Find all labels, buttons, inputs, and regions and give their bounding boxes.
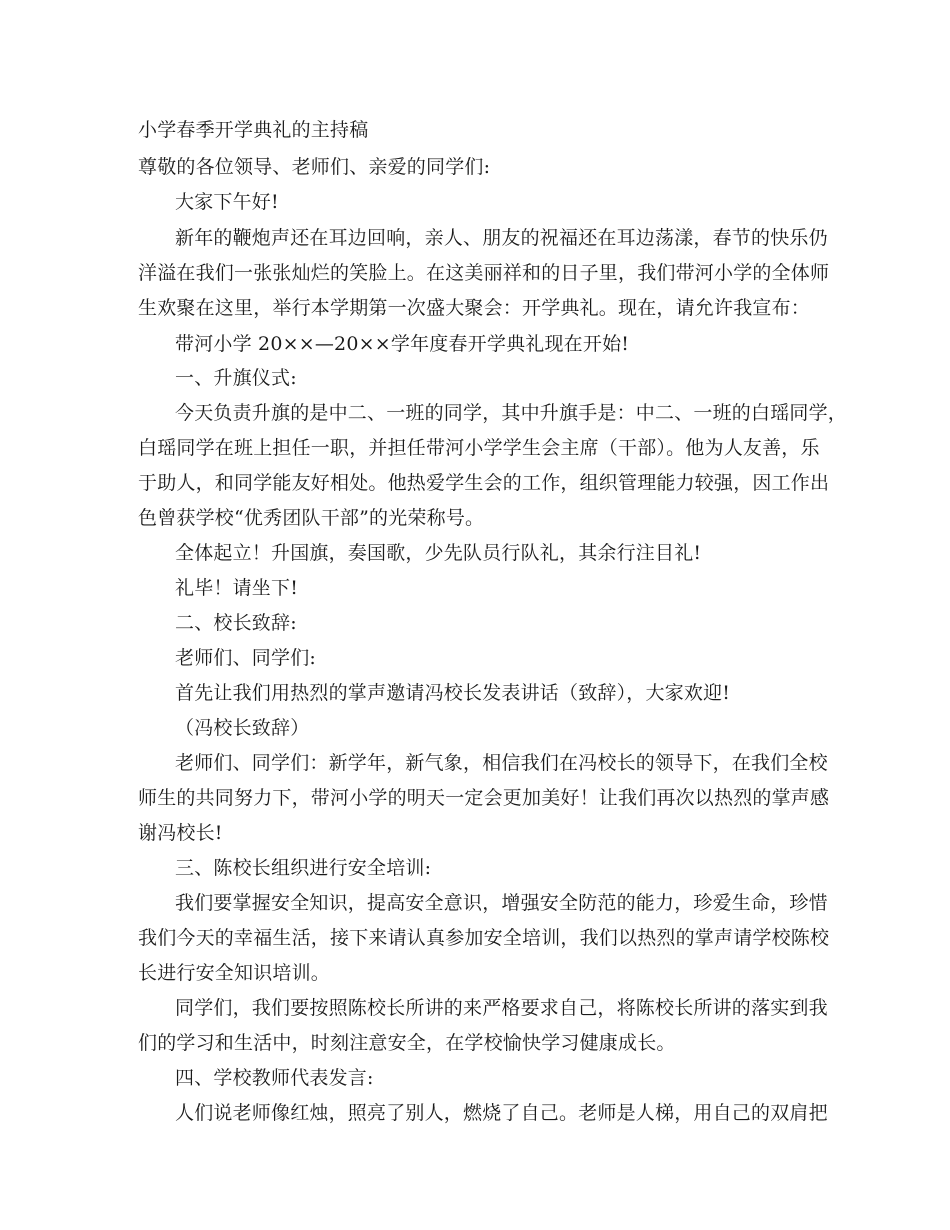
paragraph-line: 礼毕！请坐下! bbox=[175, 577, 299, 599]
paragraph-line: 老师们、同学们：新学年，新气象，相信我们在冯校长的领导下，在我们全校 bbox=[175, 752, 828, 774]
paragraph-line: 谢冯校长! bbox=[138, 822, 223, 844]
paragraph-line: 们的学习和生活中，时刻注意安全，在学校愉快学习健康成长。 bbox=[138, 1032, 676, 1054]
paragraph-line: 洋溢在我们一张张灿烂的笑脸上。在这美丽祥和的日子里，我们带河小学的全体师 bbox=[138, 262, 830, 284]
paragraph-line: 人们说老师像红烛，照亮了别人，燃烧了自己。老师是人梯，用自己的双肩把 bbox=[175, 1102, 828, 1124]
paragraph-line: 同学们，我们要按照陈校长所讲的来严格要求自己，将陈校长所讲的落实到我 bbox=[175, 997, 828, 1019]
paragraph-line: 白瑶同学在班上担任一职，并担任带河小学学生会主席（干部）。他为人友善，乐 bbox=[138, 437, 820, 459]
paragraph-line: 色曾获学校“优秀团队干部”的光荣称号。 bbox=[138, 507, 485, 529]
paragraph-line: 新年的鞭炮声还在耳边回响，亲人、朋友的祝福还在耳边荡漾，春节的快乐仍 bbox=[175, 227, 828, 249]
paragraph-line: （冯校长致辞） bbox=[175, 717, 310, 739]
paragraph-line: 带河小学 20××—20××学年度春开学典礼现在开始! bbox=[175, 333, 630, 355]
paragraph-line: 我们今天的幸福生活，接下来请认真参加安全培训，我们以热烈的掌声请学校陈校 bbox=[138, 927, 830, 949]
document-title: 小学春季开学典礼的主持稿 bbox=[138, 119, 369, 141]
paragraph-line: 我们要掌握安全知识，提高安全意识，增强安全防范的能力，珍爱生命，珍惜 bbox=[175, 892, 828, 914]
paragraph-line: 大家下午好! bbox=[175, 191, 279, 213]
section-heading: 一、升旗仪式: bbox=[175, 367, 297, 389]
paragraph-line: 全体起立！升国旗，奏国歌，少先队员行队礼，其余行注目礼! bbox=[175, 542, 702, 564]
paragraph-line: 首先让我们用热烈的掌声邀请冯校长发表讲话（致辞），大家欢迎! bbox=[175, 682, 731, 704]
section-heading: 三、陈校长组织进行安全培训: bbox=[175, 857, 432, 879]
paragraph-line: 今天负责升旗的是中二、一班的同学，其中升旗手是：中二、一班的白瑶同学， bbox=[175, 402, 848, 424]
salutation: 尊敬的各位领导、老师们、亲爱的同学们: bbox=[138, 156, 491, 178]
section-heading: 四、学校教师代表发言: bbox=[175, 1067, 374, 1089]
paragraph-line: 长进行安全知识培训。 bbox=[138, 962, 331, 984]
paragraph-line: 师生的共同努力下，带河小学的明天一定会更加美好！让我们再次以热烈的掌声感 bbox=[138, 787, 830, 809]
paragraph-line: 老师们、同学们: bbox=[175, 647, 317, 669]
section-heading: 二、校长致辞: bbox=[175, 612, 297, 634]
paragraph-line: 于助人，和同学能友好相处。他热爱学生会的工作，组织管理能力较强，因工作出 bbox=[138, 472, 830, 494]
paragraph-line: 生欢聚在这里，举行本学期第一次盛大聚会：开学典礼。现在，请允许我宣布： bbox=[138, 297, 811, 319]
